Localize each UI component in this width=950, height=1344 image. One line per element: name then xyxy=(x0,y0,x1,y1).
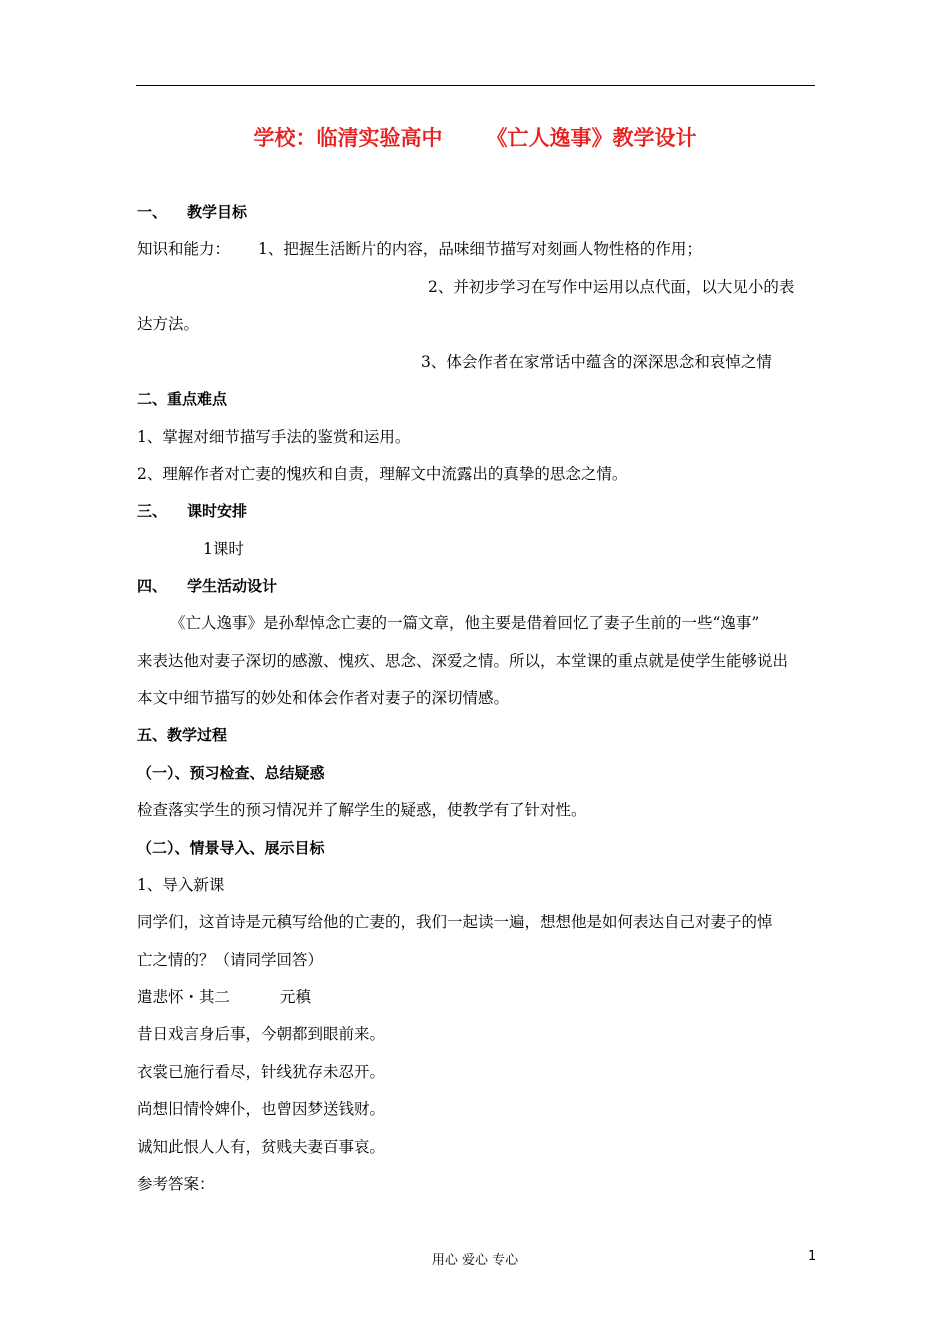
goal-1: 1、把握生活断片的内容，品味细节描写对刻画人物性格的作用； xyxy=(258,240,702,258)
section-3-heading: 三、 课时安排 xyxy=(137,502,248,520)
school-name: 学校：临清实验高中 xyxy=(253,126,443,150)
step-2-heading: （二）、情景导入、展示目标 xyxy=(137,839,325,857)
header-rule xyxy=(136,85,815,86)
page-number: 1 xyxy=(808,1249,817,1264)
section-5-heading: 五、教学过程 xyxy=(137,726,228,744)
goal-3: 3、体会作者在家常话中蕴含的深深思念和哀悼之情 xyxy=(421,353,772,371)
poem-author: 元稹 xyxy=(280,988,312,1006)
step-1-heading: （一）、预习检查、总结疑惑 xyxy=(137,764,325,782)
section-4-heading: 四、 学生活动设计 xyxy=(137,577,278,595)
key-point-1: 1、掌握对细节描写手法的鉴赏和运用。 xyxy=(137,428,411,446)
class-hours: 1课时 xyxy=(203,540,244,558)
activity-paragraph-line-3: 本文中细节描写的妙处和体会作者对妻子的深切情感。 xyxy=(137,689,510,707)
intro-paragraph-line-2: 亡之情的？（请同学回答） xyxy=(137,951,324,969)
goals-label: 知识和能力： xyxy=(137,240,231,258)
goal-1-line xyxy=(137,239,702,259)
step-2-subheading: 1、导入新课 xyxy=(137,876,225,894)
activity-paragraph-line-2: 来表达他对妻子深切的感激、愧疚、思念、深爱之情。所以，本堂课的重点就是使学生能够说出 xyxy=(137,652,789,670)
poem-line-4: 诚知此恨人人有，贫贱夫妻百事哀。 xyxy=(137,1138,386,1156)
poem-heading xyxy=(137,987,311,1007)
section-1-heading: 一、 教学目标 xyxy=(137,203,248,221)
goal-2: 2、并初步学习在写作中运用以点代面，以大见小的表 xyxy=(428,278,795,296)
activity-paragraph-line-1: 《亡人逸事》是孙犁悼念亡妻的一篇文章，他主要是借着回忆了妻子生前的一些“逸事” xyxy=(170,614,760,632)
document-title xyxy=(0,122,950,152)
poem-line-1: 昔日戏言身后事，今朝都到眼前来。 xyxy=(137,1025,386,1043)
intro-paragraph-line-1: 同学们，这首诗是元稹写给他的亡妻的，我们一起读一遍，想想他是如何表达自己对妻子的悼 xyxy=(137,913,773,931)
section-2-heading: 二、重点难点 xyxy=(137,390,228,408)
answer-label: 参考答案： xyxy=(137,1175,215,1193)
goal-2-cont: 达方法。 xyxy=(137,315,200,333)
step-1-text: 检查落实学生的预习情况并了解学生的疑惑，使教学有了针对性。 xyxy=(137,801,587,819)
poem-title: 遣悲怀・其二 xyxy=(137,988,231,1006)
key-point-2: 2、理解作者对亡妻的愧疚和自责，理解文中流露出的真挚的思念之情。 xyxy=(137,465,628,483)
footer-motto: 用心 爱心 专心 xyxy=(431,1253,519,1268)
lesson-title: 《亡人逸事》教学设计 xyxy=(486,126,697,150)
poem-line-2: 衣裳已施行看尽，针线犹存未忍开。 xyxy=(137,1063,386,1081)
poem-line-3: 尚想旧情怜婢仆，也曾因梦送钱财。 xyxy=(137,1100,386,1118)
